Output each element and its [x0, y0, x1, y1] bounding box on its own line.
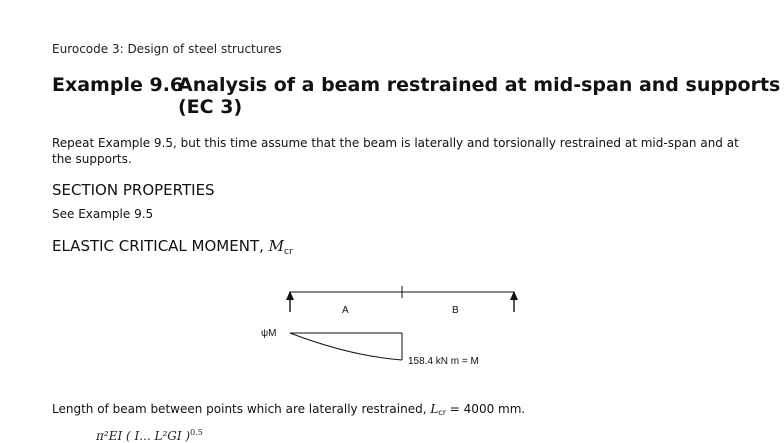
restrained-length-text — [52, 402, 525, 417]
example-title-line2: (EC 3) — [178, 96, 243, 118]
length-subscript: cr — [438, 408, 446, 417]
example-number: Example 9.6 — [52, 74, 184, 96]
ecm-heading-text: ELASTIC CRITICAL MOMENT, — [52, 237, 269, 255]
formula-text: π²EI ( I... L²GI ) — [96, 429, 191, 443]
intro-paragraph: Repeat Example 9.5, but this time assume that the beam is laterally and torsionally restrained at mid-span and at the supports. — [52, 136, 739, 166]
section-properties-text: See Example 9.5 — [52, 207, 154, 221]
length-suffix: = 4000 mm. — [445, 402, 526, 416]
length-prefix: Length of beam between points which are laterally restrained, — [52, 402, 431, 416]
ecm-symbol: M — [268, 237, 285, 255]
ecm-subscript: cr — [284, 247, 293, 257]
elastic-critical-moment-heading — [52, 237, 293, 257]
beam-moment-diagram — [250, 280, 540, 380]
moment-curve — [290, 333, 402, 360]
length-symbol: L — [430, 402, 439, 416]
segment-a-label: A — [342, 305, 349, 316]
right-moment-label: 158.4 kN m = M — [408, 356, 479, 367]
example-title-line1: Analysis of a beam restrained at mid-span and supports — [178, 74, 781, 96]
running-head: Eurocode 3: Design of steel structures — [52, 42, 282, 56]
segment-b-label: B — [452, 305, 459, 316]
left-moment-label: ψM — [261, 328, 277, 339]
formula-exponent: 0.5 — [190, 428, 203, 437]
section-properties-heading: SECTION PROPERTIES — [52, 181, 215, 199]
